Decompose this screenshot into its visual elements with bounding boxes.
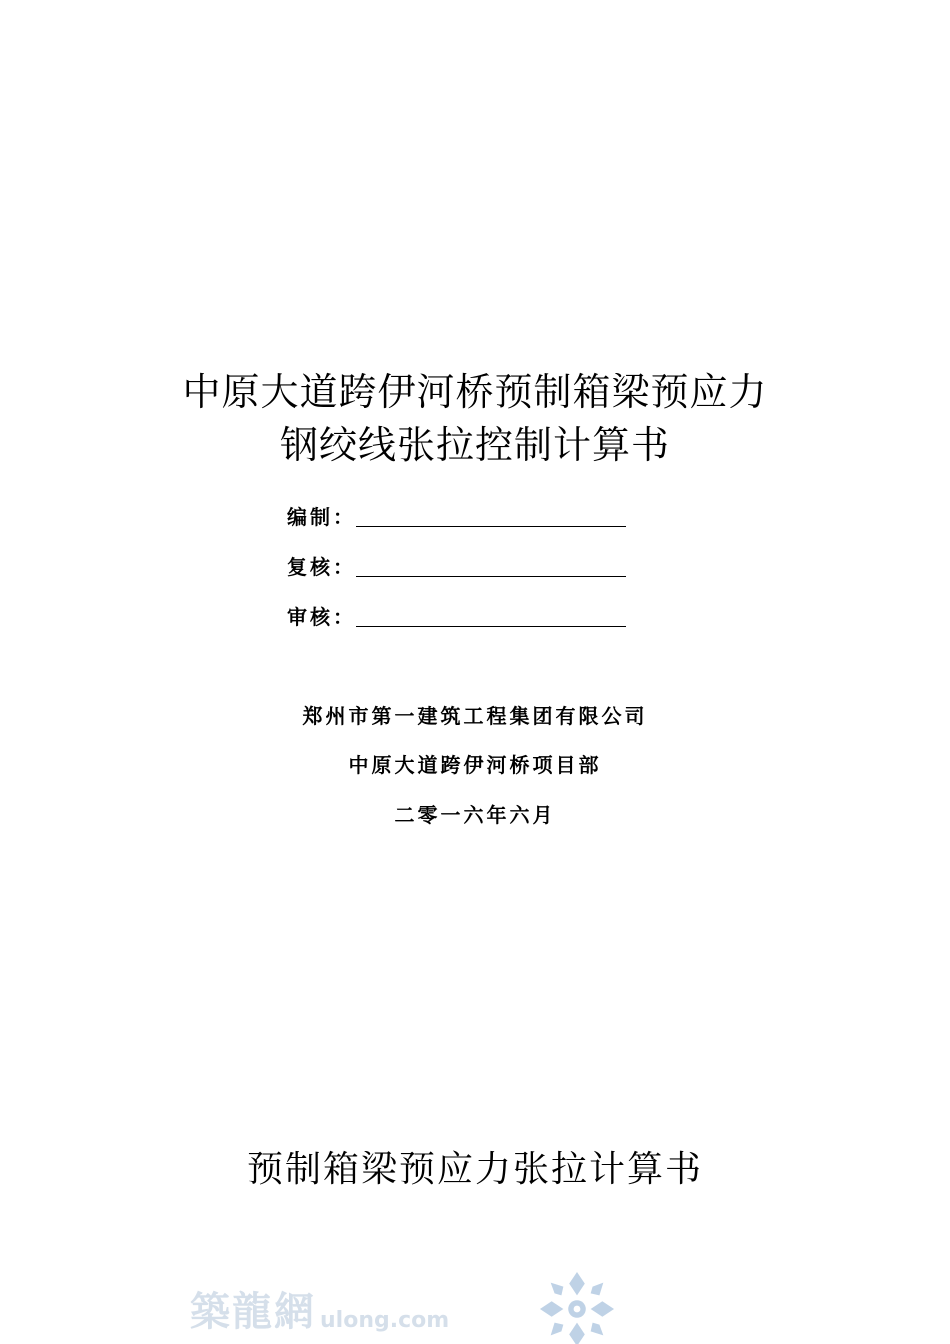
signature-blank-line (356, 556, 626, 577)
project-department: 中原大道跨伊河桥项目部 (348, 753, 602, 777)
signature-label: 编制： (287, 505, 356, 529)
document-subtitle: 预制箱梁预应力张拉计算书 (246, 1149, 703, 1190)
signature-row-checked-by (287, 556, 626, 577)
signature-blank-line (356, 506, 626, 527)
document-title-line-2: 钢绞线张拉控制计算书 (279, 423, 670, 467)
organization-name: 郑州市第一建筑工程集团有限公司 (302, 704, 648, 728)
watermark-url: ulong.com (320, 1308, 450, 1333)
document-date: 二零一六年六月 (394, 803, 556, 827)
signature-label: 复核： (287, 555, 356, 579)
watermark-text: 築龍網 (190, 1288, 316, 1335)
signature-label: 审核： (287, 605, 356, 629)
signature-blank-line (356, 606, 626, 627)
document-title-line-1: 中原大道跨伊河桥预制箱梁预应力 (182, 370, 768, 414)
watermark (190, 1288, 450, 1335)
signature-row-approved-by (287, 606, 626, 627)
signature-row-compiled-by (287, 506, 626, 527)
snowflake-logo-icon (538, 1270, 616, 1344)
